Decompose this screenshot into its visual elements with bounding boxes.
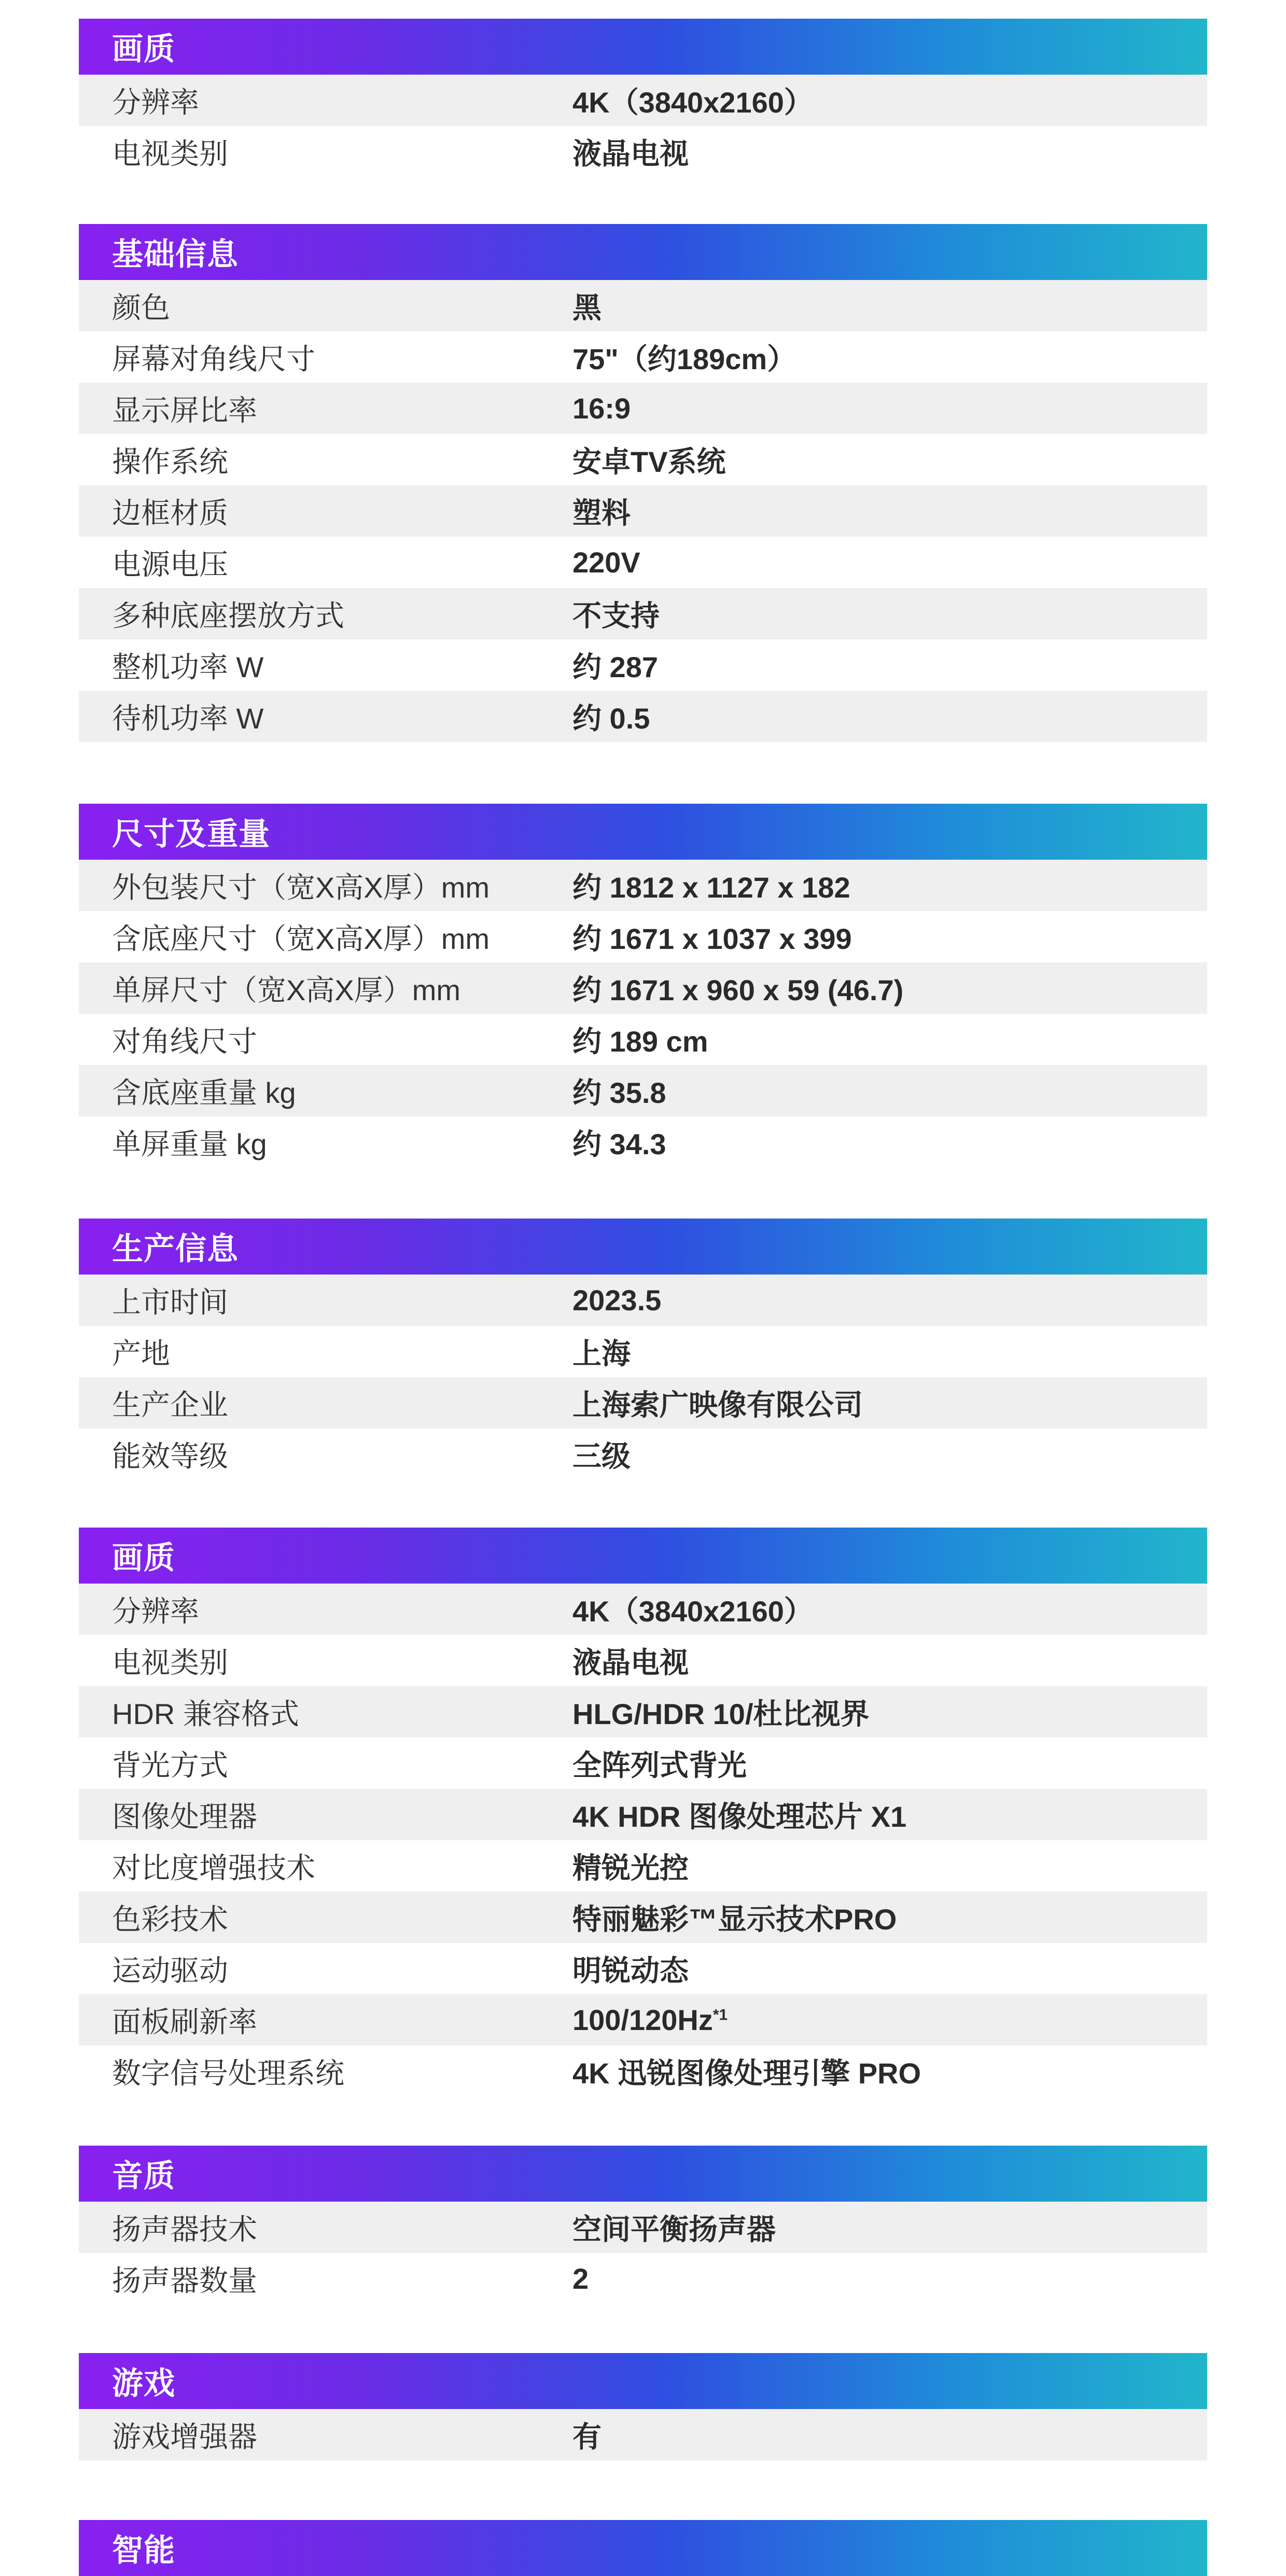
spec-section — [79, 2520, 1207, 2576]
spec-value-cell — [572, 968, 903, 1009]
spec-row — [79, 860, 1207, 911]
spec-value-cell — [572, 865, 850, 906]
spec-section — [79, 2146, 1207, 2304]
spec-value: 液晶电视 — [572, 137, 689, 170]
spec-value-cell — [572, 391, 631, 425]
section-title: 游戏 — [112, 2366, 175, 2401]
spec-label: 整机功率 W — [112, 650, 264, 683]
spec-row — [79, 1326, 1207, 1377]
spec-label: 上市时间 — [112, 1285, 228, 1319]
spec-row — [79, 639, 1207, 691]
spec-row — [79, 1994, 1207, 2046]
spec-value-cell — [572, 439, 726, 481]
spec-row — [79, 1840, 1207, 1892]
spec-row — [79, 1686, 1207, 1738]
spec-row — [79, 434, 1207, 485]
section-title: 音质 — [112, 2159, 175, 2193]
spec-section — [79, 1219, 1207, 1480]
section-header — [79, 2146, 1207, 2202]
spec-label: 屏幕对角线尺寸 — [112, 342, 315, 375]
spec-label: 数字信号处理系统 — [112, 2056, 344, 2090]
section-title: 基础信息 — [112, 237, 239, 272]
spec-label: 能效等级 — [112, 1439, 228, 1473]
spec-value-cell — [572, 916, 852, 958]
section-header — [79, 1219, 1207, 1275]
spec-value-cell — [572, 2051, 921, 2092]
spec-value: 2023.5 — [572, 1284, 662, 1317]
spec-label: 边框材质 — [112, 496, 228, 529]
spec-row — [79, 1892, 1207, 1943]
spec-label: 电视类别 — [112, 137, 228, 170]
spec-row — [79, 126, 1207, 177]
spec-value: 黑 — [572, 291, 602, 324]
spec-label: 对角线尺寸 — [112, 1025, 257, 1058]
spec-label: 颜色 — [112, 291, 170, 324]
spec-value-cell — [572, 1122, 666, 1163]
spec-value: HLG/HDR 10/杜比视界 — [572, 1697, 870, 1730]
section-title: 智能 — [112, 2533, 175, 2568]
spec-value: 2 — [572, 2262, 589, 2295]
spec-row — [79, 537, 1207, 588]
section-header — [79, 19, 1207, 75]
section-header — [79, 2353, 1207, 2409]
spec-value-cell — [572, 1794, 906, 1836]
spec-value: 约 1812 x 1127 x 182 — [572, 871, 850, 904]
spec-value: 220V — [572, 546, 640, 579]
spec-value-cell — [572, 2414, 602, 2456]
spec-value-cell — [572, 1589, 813, 1630]
spec-label: 游戏增强器 — [112, 2420, 257, 2453]
spec-value: 约 189 cm — [572, 1025, 708, 1058]
spec-label: 显示屏比率 — [112, 394, 257, 427]
spec-value: 全阵列式背光 — [572, 1748, 747, 1782]
spec-value: 上海 — [572, 1337, 631, 1370]
footnote-mark: *1 — [712, 2006, 728, 2024]
spec-label: 生产企业 — [112, 1388, 228, 1421]
section-header — [79, 2520, 1207, 2576]
spec-value: 液晶电视 — [572, 1646, 689, 1679]
spec-value: 塑料 — [572, 496, 631, 529]
spec-value-cell — [572, 131, 689, 173]
spec-value: 上海索广映像有限公司 — [572, 1388, 863, 1421]
spec-section — [79, 804, 1207, 1168]
spec-value-cell — [572, 696, 650, 737]
spec-row — [79, 1065, 1207, 1116]
spec-value-cell — [572, 337, 796, 378]
spec-value: 约 287 — [572, 650, 658, 683]
spec-value-cell — [572, 1948, 689, 1990]
spec-row — [79, 1738, 1207, 1789]
spec-row — [79, 1943, 1207, 1994]
spec-row — [79, 2046, 1207, 2097]
spec-value: 明锐动态 — [572, 1954, 689, 1987]
spec-label: 单屏重量 kg — [112, 1127, 267, 1160]
spec-row — [79, 1635, 1207, 1686]
spec-section — [79, 1528, 1207, 2097]
spec-label: 电源电压 — [112, 548, 228, 581]
section-header — [79, 804, 1207, 860]
spec-value: 100/120Hz — [572, 2004, 713, 2036]
spec-value-cell — [572, 2003, 728, 2037]
section-title: 生产信息 — [112, 1231, 239, 1266]
spec-value: 有 — [572, 2420, 602, 2453]
spec-value: 约 1671 x 960 x 59 (46.7) — [572, 973, 904, 1006]
spec-value-cell — [572, 1845, 689, 1887]
spec-value-cell — [572, 1743, 747, 1784]
spec-value-cell — [572, 80, 813, 121]
spec-value: 4K HDR 图像处理芯片 X1 — [572, 1800, 907, 1833]
spec-row — [79, 331, 1207, 383]
spec-value: 安卓TV系统 — [572, 445, 726, 478]
spec-label: 多种底座摆放方式 — [112, 599, 344, 632]
spec-label: 含底座尺寸（宽X高X厚）mm — [112, 922, 490, 955]
section-header — [79, 224, 1207, 280]
spec-row — [79, 1014, 1207, 1065]
spec-row — [79, 1789, 1207, 1840]
spec-row — [79, 1275, 1207, 1326]
spec-label: HDR 兼容格式 — [112, 1697, 299, 1730]
spec-value-cell — [572, 1434, 631, 1475]
spec-section — [79, 224, 1207, 742]
spec-value: 约 1671 x 1037 x 399 — [572, 922, 852, 955]
spec-label: 背光方式 — [112, 1748, 228, 1782]
spec-label: 分辨率 — [112, 86, 199, 119]
spec-row — [79, 911, 1207, 962]
spec-row — [79, 588, 1207, 639]
spec-label: 操作系统 — [112, 445, 228, 478]
spec-value: 空间平衡扬声器 — [572, 2213, 776, 2246]
spec-value: 4K（3840x2160） — [572, 86, 813, 119]
spec-label: 分辨率 — [112, 1594, 199, 1628]
section-title: 画质 — [112, 1541, 175, 1575]
spec-label: 图像处理器 — [112, 1800, 257, 1833]
spec-row — [79, 485, 1207, 537]
spec-label: 电视类别 — [112, 1646, 228, 1679]
section-title: 尺寸及重量 — [112, 817, 270, 851]
spec-row — [79, 383, 1207, 434]
spec-row — [79, 1377, 1207, 1429]
spec-value-cell — [572, 2262, 589, 2295]
spec-value: 约 35.8 — [572, 1076, 666, 1109]
spec-value: 4K（3840x2160） — [572, 1594, 813, 1628]
spec-value-cell — [572, 593, 660, 635]
spec-row — [79, 1429, 1207, 1480]
spec-value-cell — [572, 1019, 708, 1060]
spec-value-cell — [572, 545, 640, 579]
spec-value: 特丽魅彩™显示技术PRO — [572, 1902, 897, 1936]
spec-value-cell — [572, 645, 658, 686]
spec-row — [79, 691, 1207, 742]
spec-value: 不支持 — [572, 599, 660, 632]
spec-row — [79, 1584, 1207, 1635]
spec-label: 单屏尺寸（宽X高X厚）mm — [112, 973, 460, 1006]
spec-value-cell — [572, 285, 602, 327]
spec-label: 对比度增强技术 — [112, 1851, 315, 1884]
spec-value: 精锐光控 — [572, 1851, 689, 1884]
spec-row — [79, 962, 1207, 1014]
spec-row — [79, 2253, 1207, 2304]
spec-row — [79, 280, 1207, 331]
spec-row — [79, 2202, 1207, 2253]
spec-label: 面板刷新率 — [112, 2005, 257, 2038]
spec-label: 含底座重量 kg — [112, 1076, 296, 1109]
spec-label: 色彩技术 — [112, 1902, 228, 1936]
spec-value-cell — [572, 1691, 870, 1733]
spec-value: 约 0.5 — [572, 702, 650, 735]
spec-value-cell — [572, 1640, 689, 1682]
spec-label: 待机功率 W — [112, 702, 264, 735]
spec-value: 16:9 — [572, 392, 631, 425]
spec-row — [79, 75, 1207, 126]
spec-label: 产地 — [112, 1337, 170, 1370]
spec-value-cell — [572, 2207, 776, 2248]
spec-label: 运动驱动 — [112, 1954, 228, 1987]
spec-row — [79, 1116, 1207, 1168]
spec-value: 约 34.3 — [572, 1127, 666, 1160]
spec-value-cell — [572, 1070, 666, 1112]
section-title: 画质 — [112, 32, 175, 66]
spec-row — [79, 2409, 1207, 2460]
spec-value-cell — [572, 1331, 631, 1373]
spec-label: 扬声器技术 — [112, 2213, 257, 2246]
spec-value-cell — [572, 1283, 661, 1317]
spec-label: 外包装尺寸（宽X高X厚）mm — [112, 871, 490, 904]
spec-value: 75"（约189cm） — [572, 342, 796, 375]
spec-value-cell — [572, 1382, 863, 1424]
spec-section — [79, 19, 1207, 177]
section-header — [79, 1528, 1207, 1584]
spec-label: 扬声器数量 — [112, 2264, 257, 2297]
spec-value-cell — [572, 1897, 897, 1938]
spec-value-cell — [572, 491, 631, 532]
spec-value: 4K 迅锐图像处理引擎 PRO — [572, 2056, 921, 2090]
spec-value: 三级 — [572, 1439, 631, 1473]
spec-section — [79, 2353, 1207, 2460]
